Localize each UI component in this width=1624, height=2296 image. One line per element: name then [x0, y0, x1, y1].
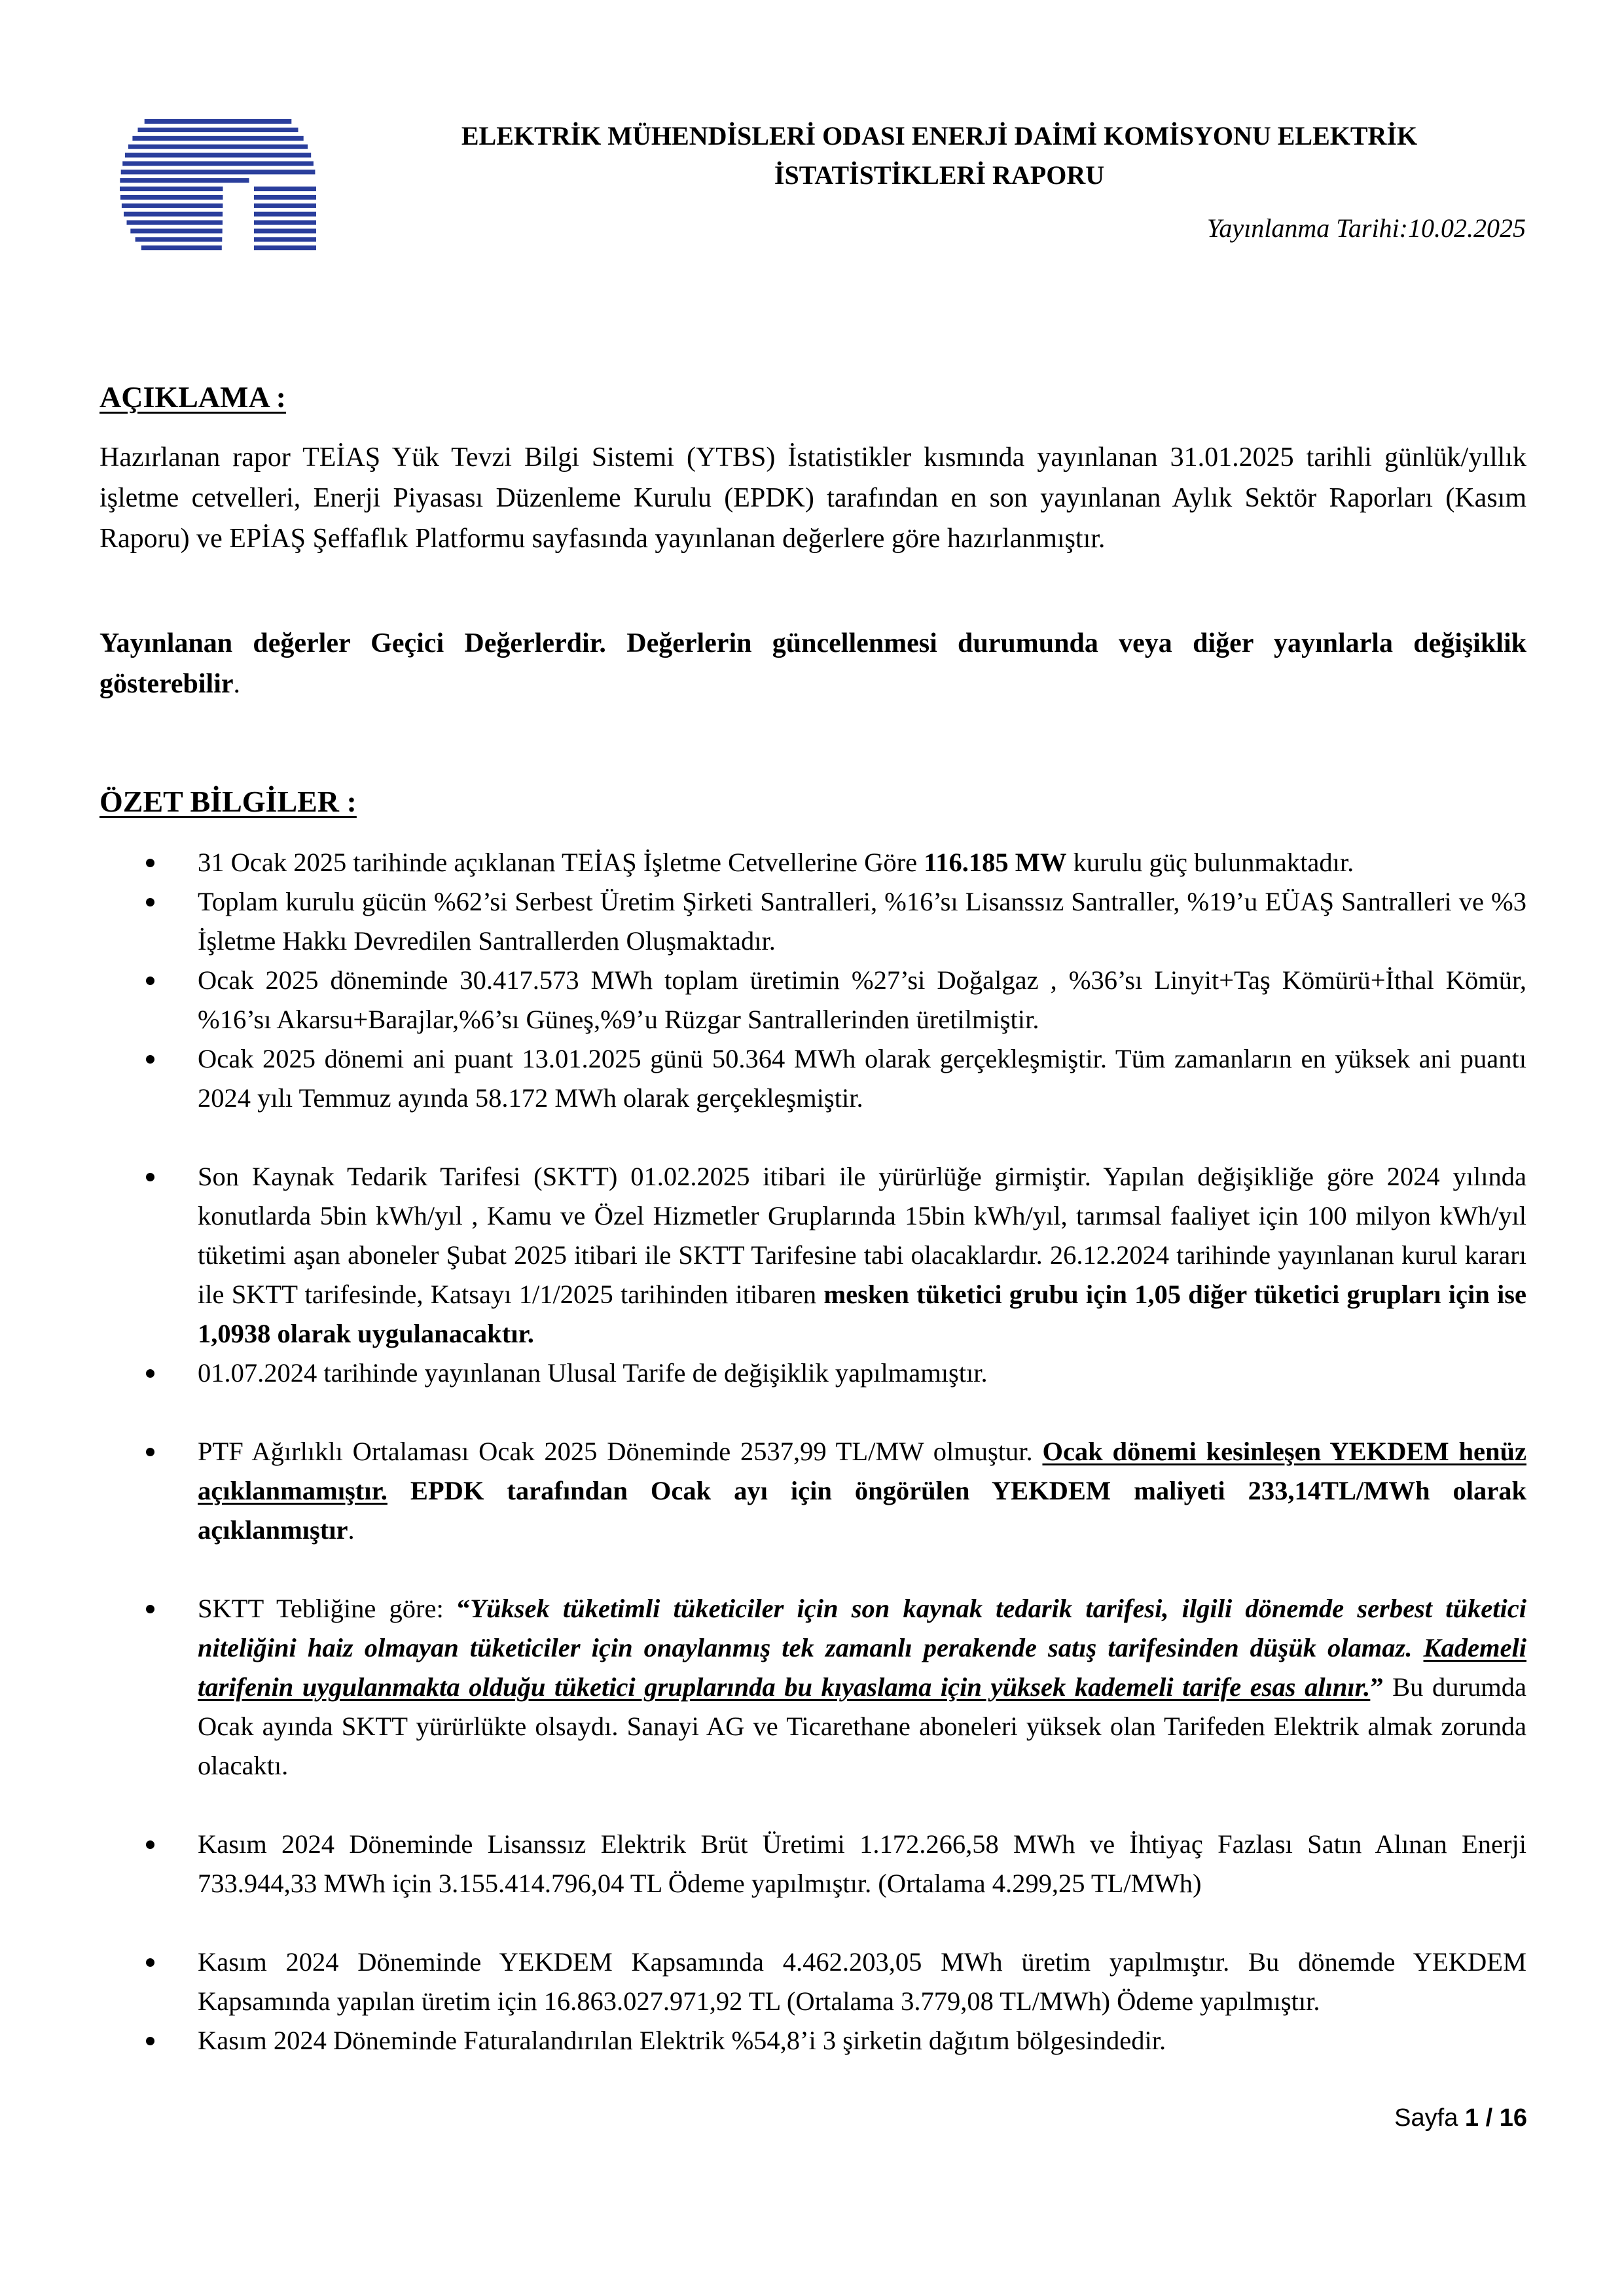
b11-text: Kasım 2024 Döneminde Faturalandırılan Elektrik %54,8’i 3 şirketin dağıtım bölgesindedir. — [198, 2026, 1166, 2055]
logo-stripe — [254, 195, 316, 200]
logo-stripe — [122, 161, 314, 166]
page-label: Sayfa — [1394, 2104, 1465, 2132]
bullet-icon — [146, 898, 154, 906]
publication-date — [1207, 213, 1526, 243]
list-item — [99, 2021, 1526, 2060]
b7-bold-underline: Ocak dönemi kesinleşen YEKDEM henüz açıklanmamıştır. — [198, 1437, 1526, 1505]
b7-bold: EPDK tarafından Ocak ayı için öngörülen YEKDEM maliyeti 233,14TL/MWh olarak açıklanmıştır — [198, 1476, 1526, 1545]
logo-stripe — [125, 153, 311, 158]
summary-list — [99, 843, 1526, 2060]
logo-stripe — [254, 187, 316, 191]
logo-stripe — [145, 119, 292, 124]
b5-text: Son Kaynak Tedarik Tarifesi (SKTT) 01.02.2025 itibari ile yürürlüğe girmiştir. Yapılan değişikliğe göre 2024 yılında konutlarda 5bin kWh/yıl , Kamu ve Özel Hizmetler Gruplarında 15bin kWh/yıl, tarımsal faaliyet için 100 milyon kWh/yıl tüketimi aşan aboneler Şubat 2025 itibari ile SKTT Tarifesine tabi olacaklardır. 26.12.2024 tarihinde yayınlanan kurul kararı ile SKTT tarifesinde, Katsayı 1/1/2025 tarihinden itibaren — [198, 1162, 1526, 1309]
aciklama-heading: AÇIKLAMA : — [99, 380, 286, 414]
logo-stripe — [138, 128, 298, 132]
list-item — [99, 882, 1526, 961]
logo-stripe — [132, 136, 303, 141]
page-total: 16 — [1499, 2104, 1527, 2132]
b1-text: 31 Ocak 2025 tarihinde açıklanan TEİAŞ İşletme Cetvellerine Göre — [198, 848, 924, 877]
logo-stripe — [121, 170, 316, 174]
logo-stripe — [254, 204, 316, 208]
report-title-line2: İSTATİSTİKLERİ RAPORU — [774, 160, 1105, 190]
logo-stripe — [120, 178, 249, 183]
b8-quote-close: ” — [1370, 1672, 1384, 1702]
emo-logo — [117, 118, 319, 255]
notice-paragraph — [99, 623, 1526, 704]
bullet-icon — [146, 1448, 154, 1456]
bullet-icon — [146, 1605, 154, 1613]
bullet-icon — [146, 1173, 154, 1181]
notice-end: . — [233, 669, 241, 699]
logo-stripe — [128, 145, 308, 149]
list-item — [99, 1039, 1526, 1118]
page-current: 1 — [1464, 2104, 1479, 2132]
list-item — [99, 961, 1526, 1039]
list-item — [99, 1157, 1526, 1354]
logo-stripe — [130, 228, 222, 233]
logo-stripe — [135, 237, 223, 242]
b8-post: Bu durumda Ocak ayında SKTT yürürlükte olsaydı. Sanayi AG ve Ticarethane aboneleri yüksek olan Tarifeden Elektrik almak zorunda olacaktı. — [198, 1672, 1526, 1780]
logo-stripe — [254, 221, 316, 225]
bullet-icon — [146, 2037, 154, 2045]
logo-stripe — [127, 221, 223, 225]
list-item — [99, 843, 1526, 882]
b8-bold-italic: Yüksek tüketimli tüketiciler için son kaynak tedarik tarifesi, ilgili dönemde serbest tüketici niteliğini haiz olmayan tüketiciler için onaylanmış tek zamanlı perakende satış tarifesinden düşük olamaz. — [198, 1594, 1526, 1662]
b3-text: Ocak 2025 döneminde 30.417.573 MWh toplam üretimin %27’si Doğalgaz , %36’sı Linyit+Taş Kömürü+İthal Kömür, %16’sı Akarsu+Barajlar,%6’sı Güneş,%9’u Rüzgar Santrallerinden üretilmiştir. — [198, 965, 1526, 1034]
list-item — [99, 1943, 1526, 2021]
logo-stripe — [120, 195, 223, 200]
logo-stripe — [254, 245, 316, 250]
bullet-icon — [146, 859, 154, 867]
logo-stripe — [141, 245, 222, 250]
logo-stripe — [124, 212, 223, 217]
list-item — [99, 1589, 1526, 1785]
b2-text: Toplam kurulu gücün %62’si Serbest Üretim Şirketi Santralleri, %16’sı Lisanssız Santraller, %19’u EÜAŞ Santralleri ve %3 İşletme Hakkı Devredilen Santrallerden Oluşmaktadır. — [198, 887, 1526, 956]
list-item — [99, 1354, 1526, 1393]
publication-date-value: 10.02.2025 — [1408, 213, 1526, 243]
report-title — [367, 117, 1512, 195]
b4-text: Ocak 2025 dönemi ani puant 13.01.2025 günü 50.364 MWh olarak gerçekleşmiştir. Tüm zamanların en yüksek ani puantı 2024 yılı Temmuz ayında 58.172 MWh olarak gerçekleşmiştir. — [198, 1044, 1526, 1113]
b1-bold: 116.185 MW — [924, 848, 1067, 877]
publication-date-label: Yayınlanma Tarihi: — [1206, 213, 1408, 243]
logo-stripe — [254, 212, 316, 217]
bullet-icon — [146, 977, 154, 985]
b8-bold-italic-underline: Kademeli tarifenin uygulanmakta olduğu tüketici gruplarında bu kıyaslama için yüksek kademeli tarife esas alınır. — [198, 1633, 1526, 1702]
bullet-icon — [146, 1958, 154, 1967]
report-title-line1: ELEKTRİK MÜHENDİSLERİ ODASI ENERJİ DAİMİ KOMİSYONU ELEKTRİK — [461, 121, 1418, 151]
b6-text: 01.07.2024 tarihinde yayınlanan Ulusal Tarife de değişiklik yapılmamıştır. — [198, 1358, 988, 1388]
bullet-icon — [146, 1840, 154, 1849]
ozet-heading: ÖZET BİLGİLER : — [99, 785, 357, 818]
bullet-icon — [146, 1055, 154, 1064]
b7-end: . — [348, 1515, 355, 1545]
bullet-icon — [146, 1369, 154, 1378]
aciklama-paragraph: Hazırlanan rapor TEİAŞ Yük Tevzi Bilgi Sistemi (YTBS) İstatistikler kısmında yayınlanan 31.01.2025 tarihli günlük/yıllık işletme cetvelleri, Enerji Piyasası Düzenleme Kurulu (EPDK) tarafından en son yayınlanan Aylık Sektör Raporları (Kasım Raporu) ve EPİAŞ Şeffaflık Platformu sayfasında yayınlanan değerlere göre hazırlanmıştır. — [99, 442, 1526, 554]
list-item — [99, 1432, 1526, 1550]
b7-text: PTF Ağırlıklı Ortalaması Ocak 2025 Döneminde 2537,99 TL/MW olmuştur. — [198, 1437, 1043, 1466]
logo-stripe — [120, 187, 223, 191]
logo-stripe — [254, 228, 316, 233]
b9-text: Kasım 2024 Döneminde Lisanssız Elektrik Brüt Üretimi 1.172.266,58 MWh ve İhtiyaç Fazlası Satın Alınan Enerji 733.944,33 MWh için 3.155.414.796,04 TL Ödeme yapılmıştır. (Ortalama 4.299,25 TL/MWh) — [198, 1829, 1526, 1898]
page-separator: / — [1479, 2104, 1500, 2132]
logo-stripe — [122, 204, 223, 208]
list-item — [99, 1825, 1526, 1903]
notice-text: Yayınlanan değerler Geçici Değerlerdir. Değerlerin güncellenmesi durumunda veya diğer yayınlarla değişiklik gösterebilir — [99, 628, 1526, 699]
b10-text: Kasım 2024 Döneminde YEKDEM Kapsamında 4.462.203,05 MWh üretim yapılmıştır. Bu dönemde YEKDEM Kapsamında yapılan üretim için 16.863.027.971,92 TL (Ortalama 3.779,08 TL/MWh) Ödeme yapılmıştır. — [198, 1947, 1526, 2016]
page-number — [1394, 2104, 1527, 2132]
b5-bold: mesken tüketici grubu için 1,05 diğer tüketici grupları için ise 1,0938 olarak uygulanacaktır. — [198, 1280, 1526, 1348]
b1-post: kurulu güç bulunmaktadır. — [1066, 848, 1354, 877]
logo-stripe — [254, 237, 316, 242]
b8-quote-open: “ — [456, 1594, 471, 1623]
b8-text: SKTT Tebliğine göre: — [198, 1594, 457, 1623]
